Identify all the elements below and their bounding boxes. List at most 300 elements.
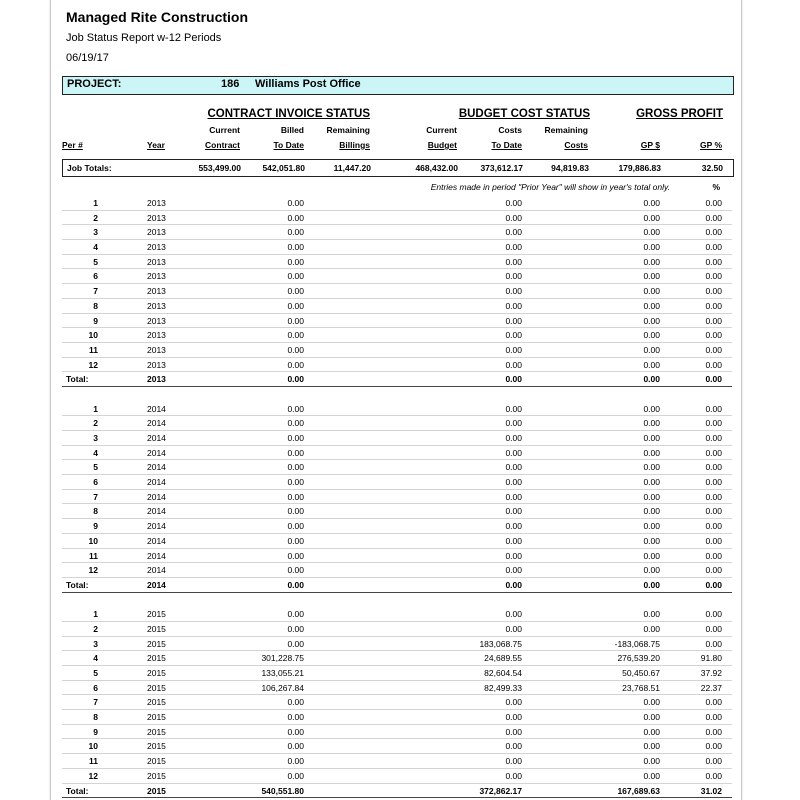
cell-costs: 0.00 bbox=[505, 271, 522, 282]
table-row bbox=[62, 725, 732, 740]
cell-year: 2014 bbox=[147, 433, 166, 443]
table-row bbox=[62, 446, 732, 461]
cell-gp-pct: 0.00 bbox=[705, 535, 722, 546]
cell-year: 2014 bbox=[147, 565, 166, 576]
cell-costs: 0.00 bbox=[505, 565, 522, 576]
cell-gp: 0.00 bbox=[643, 521, 660, 532]
cell-year: 2015 bbox=[147, 682, 166, 693]
cell-gp: 0.00 bbox=[643, 535, 660, 546]
cell-year: 2015 bbox=[147, 653, 166, 664]
table-row bbox=[62, 269, 732, 284]
header-remaining-billings: Billings bbox=[339, 140, 370, 150]
cell-year: 2015 bbox=[147, 756, 166, 767]
table-row bbox=[62, 534, 732, 549]
cell-gp: 0.00 bbox=[643, 565, 660, 576]
cell-gp-pct: 0.00 bbox=[705, 491, 722, 502]
cell-year: 2013 bbox=[147, 227, 166, 238]
cell-gp-pct: 0.00 bbox=[705, 623, 722, 634]
job-totals-gp: 179,886.83 bbox=[618, 163, 661, 173]
cell-billed: 0.00 bbox=[287, 623, 304, 634]
header-costs-top: Costs bbox=[498, 125, 522, 135]
cell-gp-pct: 0.00 bbox=[705, 271, 722, 282]
header-current-budget: Budget bbox=[427, 140, 457, 150]
table-row bbox=[62, 710, 732, 725]
total-billed: 540,551.80 bbox=[261, 785, 304, 796]
total-year: 2015 bbox=[147, 785, 166, 796]
table-row bbox=[62, 695, 732, 710]
cell-billed: 0.00 bbox=[287, 256, 304, 267]
cell-period: 6 bbox=[93, 271, 98, 282]
table-row bbox=[62, 299, 732, 314]
cell-period: 8 bbox=[93, 506, 98, 517]
cell-year: 2013 bbox=[147, 359, 166, 370]
header-current-budget-top: Current bbox=[426, 125, 457, 135]
job-totals-gp-pct: 32.50 bbox=[701, 163, 723, 173]
cell-costs: 0.00 bbox=[505, 418, 522, 429]
cell-period: 3 bbox=[93, 638, 98, 649]
table-row bbox=[62, 255, 732, 270]
cell-year: 2015 bbox=[147, 623, 166, 634]
header-billed-top: Billed bbox=[280, 125, 304, 135]
cell-period: 12 bbox=[88, 565, 98, 576]
job-totals-current-contract: 553,499.00 bbox=[198, 163, 241, 173]
table-row bbox=[62, 460, 732, 475]
cell-billed: 0.00 bbox=[287, 315, 304, 326]
header-gp-dollar: GP $ bbox=[640, 140, 660, 150]
table-row bbox=[62, 637, 732, 652]
cell-period: 3 bbox=[93, 433, 98, 443]
cell-costs: 0.00 bbox=[505, 770, 522, 781]
table-row bbox=[62, 211, 732, 226]
cell-costs: 0.00 bbox=[505, 623, 522, 634]
total-label: Total: bbox=[66, 579, 89, 590]
table-row bbox=[62, 225, 732, 240]
table-row bbox=[62, 402, 732, 417]
cell-year: 2013 bbox=[147, 271, 166, 282]
cell-year: 2013 bbox=[147, 242, 166, 253]
cell-gp-pct: 0.00 bbox=[705, 741, 722, 752]
header-gross-profit: GROSS PROFIT bbox=[636, 108, 723, 120]
cell-period: 11 bbox=[89, 344, 98, 355]
cell-billed: 0.00 bbox=[287, 418, 304, 429]
cell-billed: 0.00 bbox=[287, 300, 304, 311]
cell-costs: 0.00 bbox=[505, 403, 522, 414]
job-totals-remaining-billings: 11,447.20 bbox=[333, 163, 371, 173]
cell-gp: 0.00 bbox=[643, 491, 660, 502]
total-costs: 0.00 bbox=[505, 579, 522, 590]
cell-period: 4 bbox=[93, 653, 98, 664]
cell-costs: 0.00 bbox=[505, 462, 522, 473]
cell-costs: 0.00 bbox=[505, 256, 522, 267]
cell-costs: 0.00 bbox=[505, 447, 522, 458]
cell-billed: 0.00 bbox=[287, 609, 304, 620]
cell-gp: 0.00 bbox=[643, 712, 660, 723]
cell-gp-pct: 0.00 bbox=[705, 418, 722, 429]
cell-period: 4 bbox=[93, 447, 98, 458]
cell-billed: 0.00 bbox=[287, 447, 304, 458]
cell-year: 2013 bbox=[147, 212, 166, 223]
cell-period: 11 bbox=[89, 550, 98, 561]
cell-billed: 0.00 bbox=[287, 477, 304, 488]
cell-gp: 0.00 bbox=[643, 315, 660, 326]
table-row bbox=[62, 504, 732, 519]
cell-gp-pct: 0.00 bbox=[705, 286, 722, 297]
block-spacer bbox=[62, 387, 732, 402]
cell-gp-pct: 0.00 bbox=[705, 565, 722, 576]
cell-period: 4 bbox=[93, 242, 98, 253]
cell-period: 8 bbox=[93, 712, 98, 723]
cell-costs: 0.00 bbox=[505, 726, 522, 737]
cell-gp: 0.00 bbox=[643, 726, 660, 737]
cell-gp: 0.00 bbox=[643, 506, 660, 517]
cell-costs: 0.00 bbox=[505, 712, 522, 723]
cell-gp: 0.00 bbox=[643, 447, 660, 458]
cell-costs: 0.00 bbox=[505, 359, 522, 370]
cell-costs: 0.00 bbox=[505, 609, 522, 620]
cell-gp: 0.00 bbox=[643, 212, 660, 223]
cell-gp-pct: 0.00 bbox=[705, 403, 722, 414]
cell-billed: 0.00 bbox=[287, 521, 304, 532]
cell-billed: 0.00 bbox=[287, 741, 304, 752]
header-current-contract: Contract bbox=[205, 140, 240, 150]
cell-year: 2015 bbox=[147, 609, 166, 620]
table-row bbox=[62, 651, 732, 666]
cell-costs: 0.00 bbox=[505, 521, 522, 532]
percent-symbol: % bbox=[712, 182, 720, 192]
company-name: Managed Rite Construction bbox=[66, 9, 249, 25]
cell-gp: 0.00 bbox=[643, 344, 660, 355]
cell-gp-pct: 0.00 bbox=[705, 242, 722, 253]
table-row bbox=[62, 475, 732, 490]
header-remaining-costs: Costs bbox=[564, 140, 588, 150]
header-remaining-costs-top: Remaining bbox=[544, 125, 588, 135]
cell-billed: 106,267.84 bbox=[261, 682, 304, 693]
cell-billed: 0.00 bbox=[287, 726, 304, 737]
cell-period: 2 bbox=[93, 212, 98, 223]
cell-gp: 23,768.51 bbox=[622, 682, 660, 693]
cell-gp: 276,539.20 bbox=[617, 653, 660, 664]
period-table bbox=[62, 196, 732, 798]
cell-gp-pct: 0.00 bbox=[705, 198, 722, 208]
table-row bbox=[62, 769, 732, 784]
cell-period: 10 bbox=[88, 535, 98, 546]
cell-gp: 0.00 bbox=[643, 300, 660, 311]
cell-year: 2014 bbox=[147, 403, 166, 414]
total-costs: 372,862.17 bbox=[479, 785, 522, 796]
job-totals-label: Job Totals: bbox=[67, 163, 112, 173]
cell-period: 2 bbox=[93, 623, 98, 634]
header-year: Year bbox=[147, 140, 165, 150]
cell-year: 2014 bbox=[147, 506, 166, 517]
table-row bbox=[62, 563, 732, 578]
job-totals-billed: 542,051.80 bbox=[262, 163, 305, 173]
cell-gp-pct: 0.00 bbox=[705, 227, 722, 238]
cell-period: 8 bbox=[93, 300, 98, 311]
cell-gp-pct: 0.00 bbox=[705, 315, 722, 326]
cell-billed: 0.00 bbox=[287, 286, 304, 297]
table-row bbox=[62, 240, 732, 255]
cell-billed: 0.00 bbox=[287, 770, 304, 781]
cell-gp-pct: 0.00 bbox=[705, 300, 722, 311]
table-row bbox=[62, 416, 732, 431]
cell-costs: 0.00 bbox=[505, 477, 522, 488]
cell-year: 2015 bbox=[147, 741, 166, 752]
cell-gp-pct: 0.00 bbox=[705, 256, 722, 267]
cell-costs: 0.00 bbox=[505, 330, 522, 341]
cell-gp-pct: 0.00 bbox=[705, 550, 722, 561]
cell-gp: 0.00 bbox=[643, 623, 660, 634]
cell-costs: 0.00 bbox=[505, 433, 522, 443]
cell-year: 2013 bbox=[147, 286, 166, 297]
cell-gp: 0.00 bbox=[643, 477, 660, 488]
cell-gp: 0.00 bbox=[643, 403, 660, 414]
job-totals-remaining-costs: 94,819.83 bbox=[551, 163, 589, 173]
cell-billed: 0.00 bbox=[287, 506, 304, 517]
cell-gp-pct: 0.00 bbox=[705, 506, 722, 517]
header-billed: To Date bbox=[273, 140, 304, 150]
cell-costs: 0.00 bbox=[505, 550, 522, 561]
total-gp: 0.00 bbox=[643, 374, 660, 385]
table-row bbox=[62, 358, 732, 373]
cell-gp: 0.00 bbox=[643, 462, 660, 473]
cell-year: 2015 bbox=[147, 668, 166, 678]
cell-billed: 0.00 bbox=[287, 756, 304, 767]
cell-year: 2015 bbox=[147, 638, 166, 649]
cell-year: 2014 bbox=[147, 418, 166, 429]
cell-gp: 0.00 bbox=[643, 198, 660, 208]
cell-billed: 0.00 bbox=[287, 271, 304, 282]
total-gp-pct: 31.02 bbox=[700, 785, 722, 796]
cell-billed: 0.00 bbox=[287, 227, 304, 238]
cell-gp: 0.00 bbox=[643, 697, 660, 708]
cell-period: 7 bbox=[93, 491, 98, 502]
cell-gp: 50,450.67 bbox=[622, 668, 660, 678]
cell-gp: 0.00 bbox=[643, 756, 660, 767]
block-spacer bbox=[62, 593, 732, 608]
cell-costs: 0.00 bbox=[505, 198, 522, 208]
cell-gp-pct: 0.00 bbox=[705, 521, 722, 532]
cell-costs: 0.00 bbox=[505, 756, 522, 767]
cell-billed: 0.00 bbox=[287, 565, 304, 576]
cell-year: 2014 bbox=[147, 521, 166, 532]
job-totals-costs: 373,612.17 bbox=[480, 163, 523, 173]
cell-period: 5 bbox=[93, 668, 98, 678]
cell-billed: 133,055.21 bbox=[261, 668, 304, 678]
table-row bbox=[62, 666, 732, 681]
cell-period: 12 bbox=[88, 359, 98, 370]
cell-billed: 0.00 bbox=[287, 697, 304, 708]
table-row bbox=[62, 519, 732, 534]
cell-year: 2015 bbox=[147, 697, 166, 708]
total-label: Total: bbox=[66, 374, 89, 385]
cell-gp-pct: 0.00 bbox=[705, 344, 722, 355]
cell-gp: 0.00 bbox=[643, 550, 660, 561]
cell-gp-pct: 0.00 bbox=[705, 433, 722, 443]
cell-gp: 0.00 bbox=[643, 770, 660, 781]
cell-costs: 0.00 bbox=[505, 315, 522, 326]
table-row bbox=[62, 681, 732, 696]
project-bar bbox=[62, 76, 734, 95]
header-current-contract-top: Current bbox=[209, 125, 240, 135]
cell-billed: 0.00 bbox=[287, 344, 304, 355]
total-costs: 0.00 bbox=[505, 374, 522, 385]
prior-year-note: Entries made in period "Prior Year" will show in year's total only. bbox=[430, 182, 670, 192]
header-per: Per # bbox=[62, 140, 83, 150]
cell-period: 6 bbox=[93, 477, 98, 488]
cell-costs: 24,689.55 bbox=[484, 653, 522, 664]
cell-gp-pct: 0.00 bbox=[705, 447, 722, 458]
cell-period: 12 bbox=[88, 770, 98, 781]
project-number: 186 bbox=[221, 78, 240, 90]
cell-costs: 0.00 bbox=[505, 344, 522, 355]
cell-gp-pct: 0.00 bbox=[705, 756, 722, 767]
cell-gp: 0.00 bbox=[643, 330, 660, 341]
table-row bbox=[62, 343, 732, 358]
year-total-row bbox=[62, 372, 732, 387]
job-totals-bar bbox=[62, 159, 734, 177]
cell-billed: 0.00 bbox=[287, 330, 304, 341]
cell-gp: 0.00 bbox=[643, 418, 660, 429]
cell-gp: 0.00 bbox=[643, 359, 660, 370]
cell-billed: 0.00 bbox=[287, 638, 304, 649]
cell-gp-pct: 0.00 bbox=[705, 638, 722, 649]
cell-gp-pct: 37.92 bbox=[700, 668, 722, 678]
table-row bbox=[62, 328, 732, 343]
cell-period: 10 bbox=[88, 741, 98, 752]
cell-gp: 0.00 bbox=[643, 286, 660, 297]
cell-costs: 0.00 bbox=[505, 212, 522, 223]
cell-year: 2014 bbox=[147, 535, 166, 546]
table-row bbox=[62, 196, 732, 211]
cell-gp-pct: 0.00 bbox=[705, 212, 722, 223]
cell-gp: 0.00 bbox=[643, 242, 660, 253]
cell-period: 11 bbox=[89, 756, 98, 767]
cell-year: 2014 bbox=[147, 550, 166, 561]
cell-gp-pct: 91.80 bbox=[700, 653, 722, 664]
cell-year: 2013 bbox=[147, 330, 166, 341]
cell-period: 9 bbox=[93, 726, 98, 737]
cell-billed: 0.00 bbox=[287, 712, 304, 723]
cell-period: 1 bbox=[93, 609, 98, 620]
cell-costs: 0.00 bbox=[505, 535, 522, 546]
table-row bbox=[62, 754, 732, 769]
total-gp-pct: 0.00 bbox=[705, 579, 722, 590]
cell-period: 2 bbox=[93, 418, 98, 429]
table-row bbox=[62, 622, 732, 637]
cell-period: 6 bbox=[93, 682, 98, 693]
cell-billed: 301,228.75 bbox=[261, 653, 304, 664]
cell-year: 2013 bbox=[147, 344, 166, 355]
job-totals-current-budget: 468,432.00 bbox=[415, 163, 458, 173]
total-billed: 0.00 bbox=[287, 374, 304, 385]
cell-costs: 0.00 bbox=[505, 491, 522, 502]
cell-billed: 0.00 bbox=[287, 550, 304, 561]
cell-year: 2014 bbox=[147, 477, 166, 488]
cell-period: 7 bbox=[93, 697, 98, 708]
cell-costs: 0.00 bbox=[505, 242, 522, 253]
project-name: Williams Post Office bbox=[255, 78, 361, 90]
total-year: 2013 bbox=[147, 374, 166, 385]
cell-period: 1 bbox=[93, 198, 98, 208]
cell-year: 2013 bbox=[147, 198, 166, 208]
cell-gp: 0.00 bbox=[643, 609, 660, 620]
cell-year: 2013 bbox=[147, 256, 166, 267]
cell-costs: 0.00 bbox=[505, 227, 522, 238]
cell-year: 2014 bbox=[147, 491, 166, 502]
total-billed: 0.00 bbox=[287, 579, 304, 590]
year-total-row bbox=[62, 578, 732, 593]
cell-period: 5 bbox=[93, 462, 98, 473]
table-row bbox=[62, 739, 732, 754]
table-row bbox=[62, 431, 732, 446]
report-title: Job Status Report w-12 Periods bbox=[66, 32, 222, 44]
header-gp-pct: GP % bbox=[699, 140, 722, 150]
cell-year: 2015 bbox=[147, 770, 166, 781]
cell-period: 1 bbox=[93, 403, 98, 414]
total-label: Total: bbox=[66, 785, 89, 796]
cell-period: 9 bbox=[93, 315, 98, 326]
cell-costs: 0.00 bbox=[505, 300, 522, 311]
table-row bbox=[62, 549, 732, 564]
project-label: PROJECT: bbox=[67, 78, 122, 90]
total-year: 2014 bbox=[147, 579, 166, 590]
table-row bbox=[62, 314, 732, 329]
cell-gp-pct: 0.00 bbox=[705, 330, 722, 341]
cell-period: 3 bbox=[93, 227, 98, 238]
cell-billed: 0.00 bbox=[287, 212, 304, 223]
cell-billed: 0.00 bbox=[287, 359, 304, 370]
cell-billed: 0.00 bbox=[287, 535, 304, 546]
cell-year: 2013 bbox=[147, 315, 166, 326]
cell-year: 2014 bbox=[147, 447, 166, 458]
cell-billed: 0.00 bbox=[287, 403, 304, 414]
cell-costs: 0.00 bbox=[505, 286, 522, 297]
cell-period: 9 bbox=[93, 521, 98, 532]
cell-billed: 0.00 bbox=[287, 462, 304, 473]
total-gp: 0.00 bbox=[643, 579, 660, 590]
cell-period: 5 bbox=[93, 256, 98, 267]
cell-gp-pct: 0.00 bbox=[705, 770, 722, 781]
cell-gp: 0.00 bbox=[643, 256, 660, 267]
cell-costs: 82,604.54 bbox=[484, 668, 522, 678]
cell-billed: 0.00 bbox=[287, 433, 304, 443]
cell-costs: 0.00 bbox=[505, 506, 522, 517]
cell-billed: 0.00 bbox=[287, 242, 304, 253]
cell-year: 2013 bbox=[147, 300, 166, 311]
cell-gp: -183,068.75 bbox=[614, 638, 660, 649]
header-contract-invoice-status: CONTRACT INVOICE STATUS bbox=[207, 108, 370, 120]
cell-gp-pct: 0.00 bbox=[705, 697, 722, 708]
cell-costs: 82,499.33 bbox=[484, 682, 522, 693]
cell-gp: 0.00 bbox=[643, 433, 660, 443]
header-costs: To Date bbox=[491, 140, 522, 150]
header-remaining-billings-top: Remaining bbox=[326, 125, 370, 135]
cell-year: 2015 bbox=[147, 726, 166, 737]
cell-costs: 0.00 bbox=[505, 741, 522, 752]
table-row bbox=[62, 607, 732, 622]
cell-billed: 0.00 bbox=[287, 198, 304, 208]
cell-period: 7 bbox=[93, 286, 98, 297]
report-date: 06/19/17 bbox=[66, 52, 109, 64]
cell-costs: 183,068.75 bbox=[479, 638, 522, 649]
header-budget-cost-status: BUDGET COST STATUS bbox=[458, 108, 590, 120]
table-row bbox=[62, 490, 732, 505]
total-gp-pct: 0.00 bbox=[705, 374, 722, 385]
cell-gp-pct: 0.00 bbox=[705, 477, 722, 488]
cell-year: 2015 bbox=[147, 712, 166, 723]
year-total-row bbox=[62, 784, 732, 799]
cell-year: 2014 bbox=[147, 462, 166, 473]
